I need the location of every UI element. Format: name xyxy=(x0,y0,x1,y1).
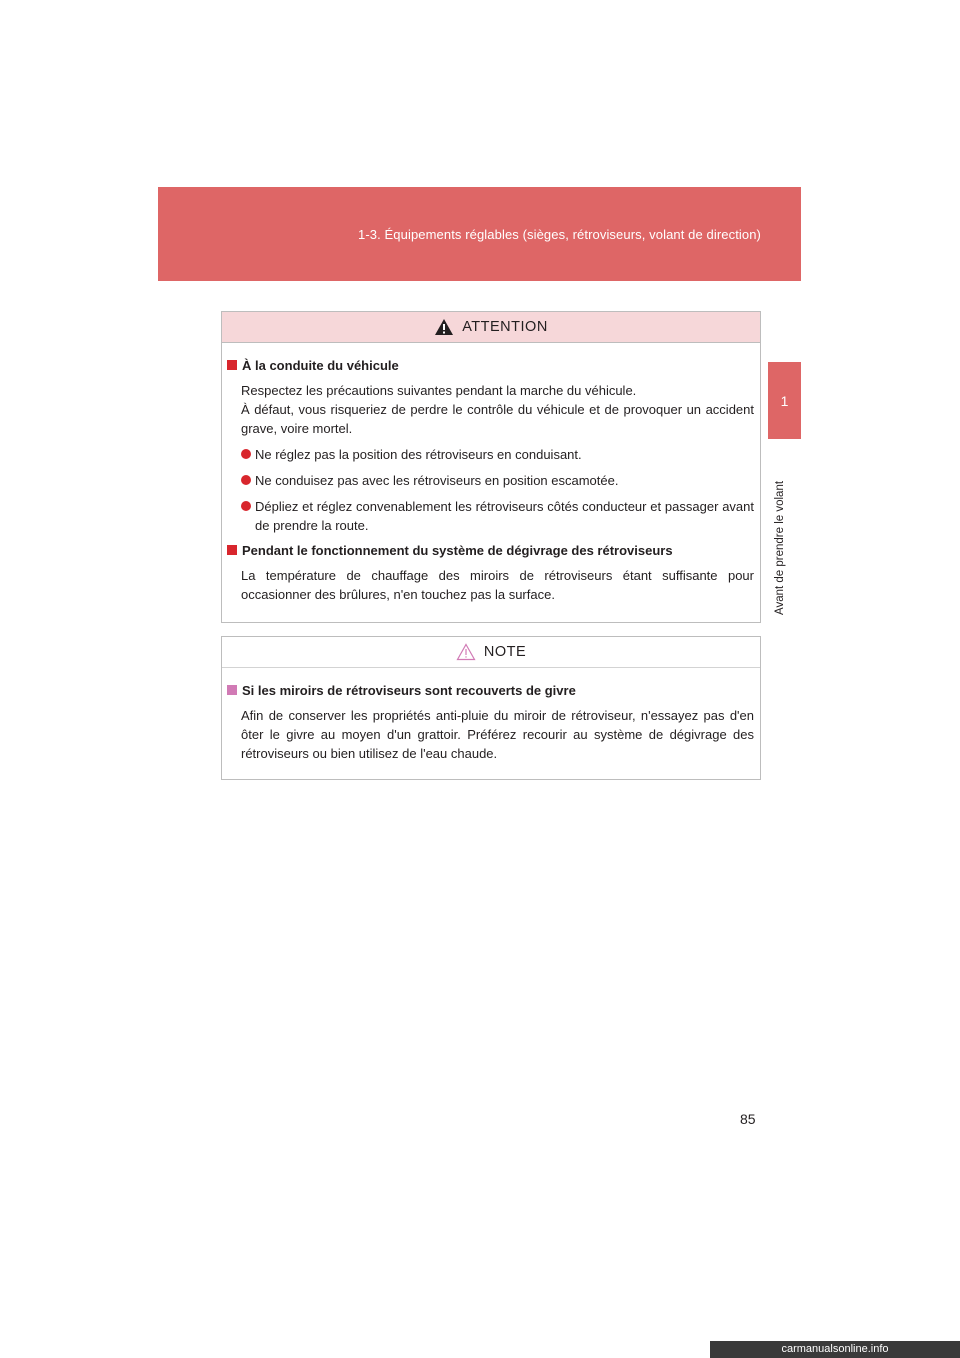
note-subheading: Si les miroirs de rétroviseurs sont recouverts de givre xyxy=(227,681,754,700)
attention-paragraph: Respectez les précautions suivantes pendant la marche du véhicule. À défaut, vous risqueriez de perdre le contrôle du véhicule et de provoquer un accident grave, voire mortel. xyxy=(241,383,754,436)
list-item: Ne conduisez pas avec les rétroviseurs en position escamotée. xyxy=(241,471,754,490)
round-bullet-icon xyxy=(241,449,251,459)
attention-box xyxy=(221,311,761,623)
chapter-number: 1 xyxy=(780,392,789,409)
page-number: 85 xyxy=(740,1111,756,1127)
note-paragraph: Afin de conserver les propriétés anti-pluie du miroir de rétroviseur, n'essayez pas d'en ôter le givre au moyen d'un grattoir. Préférez recourir au système de dégivrage des rétroviseurs ou bien utilisez de l'eau chaude. xyxy=(241,708,754,761)
list-item: Dépliez et réglez convenablement les rétroviseurs côtés conducteur et passager avant de prendre la route. xyxy=(241,497,754,535)
square-bullet-icon xyxy=(227,685,237,695)
square-bullet-icon xyxy=(227,545,237,555)
watermark-banner: carmanualsonline.info xyxy=(710,1341,960,1358)
attention-paragraph: La température de chauffage des miroirs de rétroviseurs étant suffisante pour occasionner des brûlures, n'en touchez pas la surface. xyxy=(241,568,754,602)
section-title: 1-3. Équipements réglables (sièges, rétroviseurs, volant de direction) xyxy=(358,227,761,242)
square-bullet-icon xyxy=(227,360,237,370)
note-header xyxy=(222,637,760,668)
chapter-label: Avant de prendre le volant xyxy=(774,480,786,615)
attention-subheading-defrost: Pendant le fonctionnement du système de dégivrage des rétroviseurs xyxy=(227,541,754,560)
attention-title: ATTENTION xyxy=(462,319,548,335)
warning-triangle-filled-icon xyxy=(434,318,454,336)
note-box xyxy=(221,636,761,780)
round-bullet-icon xyxy=(241,501,251,511)
chapter-tab xyxy=(768,362,801,439)
attention-subheading-driving: À la conduite du véhicule xyxy=(227,356,754,375)
attention-header xyxy=(222,312,760,343)
warning-triangle-outline-icon xyxy=(456,643,476,661)
chapter-header-band xyxy=(158,187,801,281)
note-title: NOTE xyxy=(483,644,527,660)
list-item: Ne réglez pas la position des rétroviseurs en conduisant. xyxy=(241,445,754,464)
round-bullet-icon xyxy=(241,475,251,485)
